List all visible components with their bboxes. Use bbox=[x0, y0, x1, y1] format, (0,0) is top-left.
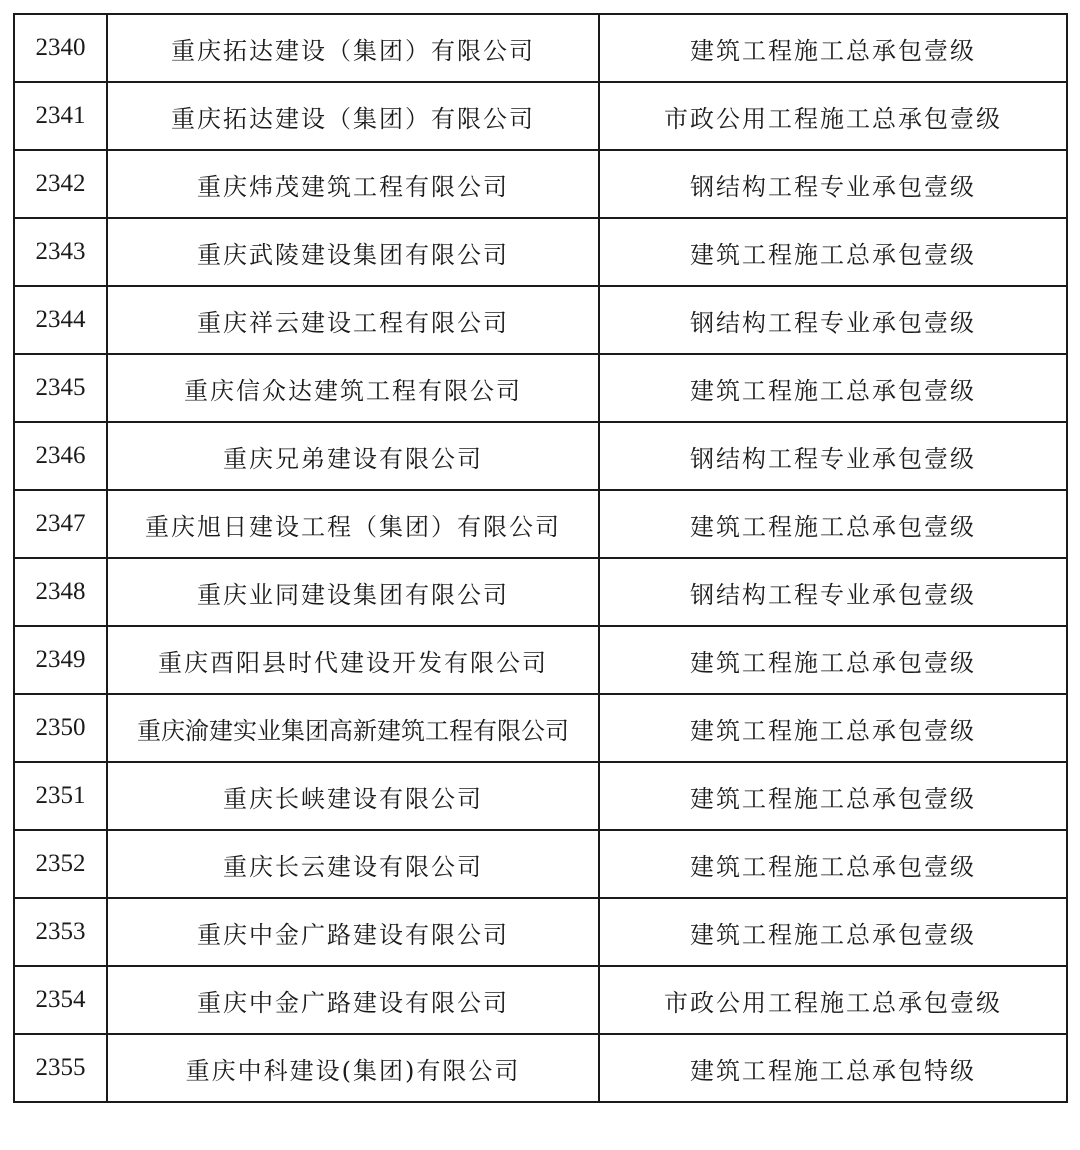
qualification: 建筑工程施工总承包壹级 bbox=[599, 626, 1067, 694]
table-row bbox=[14, 14, 1067, 82]
row-number: 2343 bbox=[14, 218, 107, 286]
row-number: 2346 bbox=[14, 422, 107, 490]
company-name: 重庆兄弟建设有限公司 bbox=[107, 422, 599, 490]
table-row bbox=[14, 626, 1067, 694]
qualification: 建筑工程施工总承包壹级 bbox=[599, 354, 1067, 422]
qualification: 钢结构工程专业承包壹级 bbox=[599, 558, 1067, 626]
table-body bbox=[14, 14, 1067, 1102]
table-row bbox=[14, 966, 1067, 1034]
table-row bbox=[14, 1034, 1067, 1102]
company-name: 重庆中金广路建设有限公司 bbox=[107, 898, 599, 966]
qualification: 建筑工程施工总承包壹级 bbox=[599, 218, 1067, 286]
table-row bbox=[14, 830, 1067, 898]
company-name: 重庆酉阳县时代建设开发有限公司 bbox=[107, 626, 599, 694]
qualification: 建筑工程施工总承包壹级 bbox=[599, 490, 1067, 558]
row-number: 2354 bbox=[14, 966, 107, 1034]
company-name: 重庆中金广路建设有限公司 bbox=[107, 966, 599, 1034]
company-name: 重庆拓达建设（集团）有限公司 bbox=[107, 14, 599, 82]
row-number: 2355 bbox=[14, 1034, 107, 1102]
row-number: 2347 bbox=[14, 490, 107, 558]
qualification: 建筑工程施工总承包壹级 bbox=[599, 14, 1067, 82]
row-number: 2341 bbox=[14, 82, 107, 150]
qualification: 建筑工程施工总承包壹级 bbox=[599, 694, 1067, 762]
qualification: 建筑工程施工总承包壹级 bbox=[599, 762, 1067, 830]
company-name: 重庆长云建设有限公司 bbox=[107, 830, 599, 898]
qualification: 钢结构工程专业承包壹级 bbox=[599, 286, 1067, 354]
table-row bbox=[14, 82, 1067, 150]
qualification: 市政公用工程施工总承包壹级 bbox=[599, 82, 1067, 150]
row-number: 2342 bbox=[14, 150, 107, 218]
company-name: 重庆祥云建设工程有限公司 bbox=[107, 286, 599, 354]
row-number: 2345 bbox=[14, 354, 107, 422]
qualification: 建筑工程施工总承包壹级 bbox=[599, 830, 1067, 898]
row-number: 2351 bbox=[14, 762, 107, 830]
row-number: 2350 bbox=[14, 694, 107, 762]
row-number: 2353 bbox=[14, 898, 107, 966]
table-row bbox=[14, 286, 1067, 354]
qualification-table-container bbox=[13, 13, 1066, 1103]
company-name: 重庆中科建设(集团)有限公司 bbox=[107, 1034, 599, 1102]
company-name: 重庆武陵建设集团有限公司 bbox=[107, 218, 599, 286]
company-name: 重庆旭日建设工程（集团）有限公司 bbox=[107, 490, 599, 558]
table-row bbox=[14, 694, 1067, 762]
table-row bbox=[14, 150, 1067, 218]
company-name: 重庆业同建设集团有限公司 bbox=[107, 558, 599, 626]
qualification: 市政公用工程施工总承包壹级 bbox=[599, 966, 1067, 1034]
company-name: 重庆渝建实业集团高新建筑工程有限公司 bbox=[107, 694, 599, 762]
table-row bbox=[14, 490, 1067, 558]
qualification: 建筑工程施工总承包壹级 bbox=[599, 898, 1067, 966]
row-number: 2352 bbox=[14, 830, 107, 898]
company-name: 重庆炜茂建筑工程有限公司 bbox=[107, 150, 599, 218]
row-number: 2348 bbox=[14, 558, 107, 626]
row-number: 2344 bbox=[14, 286, 107, 354]
table-row bbox=[14, 898, 1067, 966]
qualification-table bbox=[13, 13, 1068, 1103]
row-number: 2349 bbox=[14, 626, 107, 694]
row-number: 2340 bbox=[14, 14, 107, 82]
qualification: 钢结构工程专业承包壹级 bbox=[599, 422, 1067, 490]
qualification: 钢结构工程专业承包壹级 bbox=[599, 150, 1067, 218]
company-name: 重庆长峡建设有限公司 bbox=[107, 762, 599, 830]
table-row bbox=[14, 354, 1067, 422]
qualification: 建筑工程施工总承包特级 bbox=[599, 1034, 1067, 1102]
table-row bbox=[14, 422, 1067, 490]
table-row bbox=[14, 558, 1067, 626]
table-row bbox=[14, 762, 1067, 830]
company-name: 重庆信众达建筑工程有限公司 bbox=[107, 354, 599, 422]
company-name: 重庆拓达建设（集团）有限公司 bbox=[107, 82, 599, 150]
table-row bbox=[14, 218, 1067, 286]
